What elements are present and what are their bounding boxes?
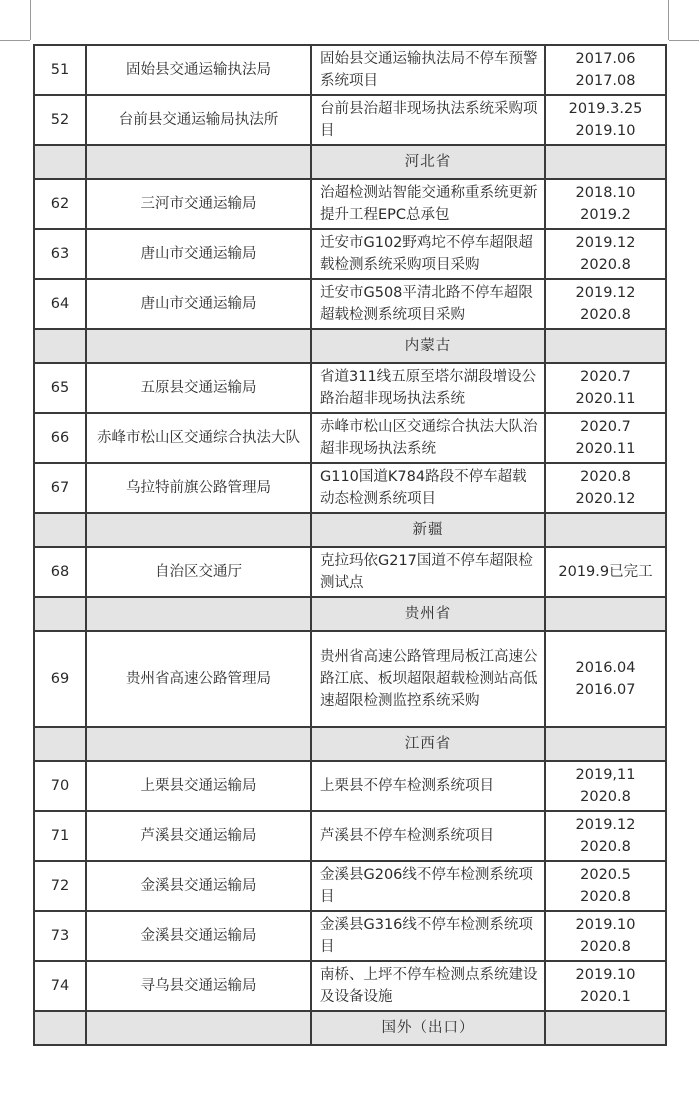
start-date: 2020.5 <box>580 867 631 883</box>
project-name: 金溪县G206线不停车检测系统项目 <box>311 861 545 911</box>
table-row <box>34 463 666 513</box>
project-name: 治超检测站智能交通称重系统更新提升工程EPC总承包 <box>311 179 545 229</box>
table-row <box>34 95 666 145</box>
project-name: 金溪县G316线不停车检测系统项目 <box>311 911 545 961</box>
agency-name: 金溪县交通运输局 <box>86 911 311 961</box>
project-name: 上栗县不停车检测系统项目 <box>311 761 545 811</box>
project-name: 迁安市G102野鸡坨不停车超限超载检测系统采购项目采购 <box>311 229 545 279</box>
section-row <box>34 145 666 179</box>
agency-name: 唐山市交通运输局 <box>86 279 311 329</box>
date-range <box>545 279 666 329</box>
project-name: 省道311线五原至塔尔湖段增设公路治超非现场执法系统 <box>311 363 545 413</box>
section-cell-empty <box>86 513 311 547</box>
agency-name: 芦溪县交通运输局 <box>86 811 311 861</box>
end-date: 2020.8 <box>580 257 631 273</box>
section-cell-empty <box>86 145 311 179</box>
section-cell-empty <box>545 145 666 179</box>
date-range <box>545 861 666 911</box>
agency-name: 固始县交通运输执法局 <box>86 45 311 95</box>
table-row <box>34 761 666 811</box>
section-label: 国外（出口） <box>311 1011 545 1045</box>
section-cell-empty <box>86 1011 311 1045</box>
date-range <box>545 631 666 727</box>
section-cell-empty <box>34 145 86 179</box>
agency-name: 乌拉特前旗公路管理局 <box>86 463 311 513</box>
end-date: 2020.8 <box>580 839 631 855</box>
section-row <box>34 513 666 547</box>
start-date: 2017.06 <box>575 51 636 67</box>
end-date: 2017.08 <box>575 73 636 89</box>
page-corner-mark-right <box>668 0 669 40</box>
row-number: 63 <box>34 229 86 279</box>
date-range <box>545 911 666 961</box>
project-table <box>33 44 667 1046</box>
table-row <box>34 811 666 861</box>
row-number: 65 <box>34 363 86 413</box>
end-date: 2020.8 <box>580 939 631 955</box>
table-row <box>34 961 666 1011</box>
end-date: 2020.8 <box>580 789 631 805</box>
date-range <box>545 547 666 597</box>
date-range <box>545 229 666 279</box>
project-name: 固始县交通运输执法局不停车预警系统项目 <box>311 45 545 95</box>
row-number: 73 <box>34 911 86 961</box>
project-name: 迁安市G508平清北路不停车超限超载检测系统项目采购 <box>311 279 545 329</box>
project-name: 贵州省高速公路管理局板江高速公路江底、板坝超限超载检测站高低速超限检测监控系统采购 <box>311 631 545 727</box>
start-date: 2019.12 <box>575 285 636 301</box>
row-number: 67 <box>34 463 86 513</box>
section-cell-empty <box>34 727 86 761</box>
table-row <box>34 179 666 229</box>
section-cell-empty <box>34 513 86 547</box>
start-date: 2019.3.25 <box>568 101 643 117</box>
end-date: 2020.11 <box>575 391 636 407</box>
end-date: 2020.1 <box>580 989 631 1005</box>
table-row <box>34 363 666 413</box>
table-row <box>34 861 666 911</box>
row-number: 68 <box>34 547 86 597</box>
section-label: 新疆 <box>311 513 545 547</box>
section-cell-empty <box>545 597 666 631</box>
row-number: 52 <box>34 95 86 145</box>
agency-name: 五原县交通运输局 <box>86 363 311 413</box>
row-number: 66 <box>34 413 86 463</box>
table-row <box>34 631 666 727</box>
project-table-body <box>34 45 666 1045</box>
row-number: 64 <box>34 279 86 329</box>
section-label: 江西省 <box>311 727 545 761</box>
start-date: 2019,11 <box>575 767 636 783</box>
end-date: 2020.11 <box>575 441 636 457</box>
date-range <box>545 413 666 463</box>
start-date: 2019.9已完工 <box>558 564 653 580</box>
section-label: 内蒙古 <box>311 329 545 363</box>
start-date: 2019.10 <box>575 967 636 983</box>
agency-name: 赤峰市松山区交通综合执法大队 <box>86 413 311 463</box>
agency-name: 贵州省高速公路管理局 <box>86 631 311 727</box>
agency-name: 台前县交通运输局执法所 <box>86 95 311 145</box>
page-corner-mark-right-h <box>669 40 699 41</box>
table-row <box>34 279 666 329</box>
table-row <box>34 229 666 279</box>
table-row <box>34 45 666 95</box>
end-date: 2019.2 <box>580 207 631 223</box>
date-range <box>545 45 666 95</box>
row-number: 72 <box>34 861 86 911</box>
end-date: 2016.07 <box>575 682 636 698</box>
end-date: 2020.12 <box>575 491 636 507</box>
project-name: 台前县治超非现场执法系统采购项目 <box>311 95 545 145</box>
table-row <box>34 911 666 961</box>
start-date: 2019.10 <box>575 917 636 933</box>
section-cell-empty <box>34 1011 86 1045</box>
section-label: 贵州省 <box>311 597 545 631</box>
section-cell-empty <box>86 597 311 631</box>
section-row <box>34 1011 666 1045</box>
row-number: 71 <box>34 811 86 861</box>
end-date: 2019.10 <box>575 123 636 139</box>
row-number: 62 <box>34 179 86 229</box>
project-name: 赤峰市松山区交通综合执法大队治超非现场执法系统 <box>311 413 545 463</box>
end-date: 2020.8 <box>580 307 631 323</box>
start-date: 2018.10 <box>575 185 636 201</box>
section-cell-empty <box>545 329 666 363</box>
section-row <box>34 727 666 761</box>
start-date: 2020.8 <box>580 469 631 485</box>
project-name: G110国道K784路段不停车超载动态检测系统项目 <box>311 463 545 513</box>
row-number: 69 <box>34 631 86 727</box>
agency-name: 上栗县交通运输局 <box>86 761 311 811</box>
agency-name: 金溪县交通运输局 <box>86 861 311 911</box>
date-range <box>545 95 666 145</box>
start-date: 2016.04 <box>575 660 636 676</box>
section-cell-empty <box>545 1011 666 1045</box>
agency-name: 自治区交通厅 <box>86 547 311 597</box>
project-name: 克拉玛依G217国道不停车超限检测试点 <box>311 547 545 597</box>
date-range <box>545 463 666 513</box>
agency-name: 唐山市交通运输局 <box>86 229 311 279</box>
row-number: 70 <box>34 761 86 811</box>
end-date: 2020.8 <box>580 889 631 905</box>
start-date: 2020.7 <box>580 369 631 385</box>
table-row <box>34 547 666 597</box>
agency-name: 三河市交通运输局 <box>86 179 311 229</box>
start-date: 2019.12 <box>575 235 636 251</box>
date-range <box>545 761 666 811</box>
project-name: 芦溪县不停车检测系统项目 <box>311 811 545 861</box>
section-row <box>34 597 666 631</box>
section-cell-empty <box>34 597 86 631</box>
date-range <box>545 363 666 413</box>
section-row <box>34 329 666 363</box>
date-range <box>545 811 666 861</box>
row-number: 74 <box>34 961 86 1011</box>
start-date: 2020.7 <box>580 419 631 435</box>
section-cell-empty <box>545 513 666 547</box>
agency-name: 寻乌县交通运输局 <box>86 961 311 1011</box>
section-cell-empty <box>545 727 666 761</box>
date-range <box>545 961 666 1011</box>
start-date: 2019.12 <box>575 817 636 833</box>
table-row <box>34 413 666 463</box>
project-name: 南桥、上坪不停车检测点系统建设及设备设施 <box>311 961 545 1011</box>
row-number: 51 <box>34 45 86 95</box>
date-range <box>545 179 666 229</box>
page-corner-mark-left <box>30 0 31 40</box>
section-label: 河北省 <box>311 145 545 179</box>
section-cell-empty <box>34 329 86 363</box>
page-corner-mark-left-h <box>0 40 30 41</box>
section-cell-empty <box>86 727 311 761</box>
section-cell-empty <box>86 329 311 363</box>
